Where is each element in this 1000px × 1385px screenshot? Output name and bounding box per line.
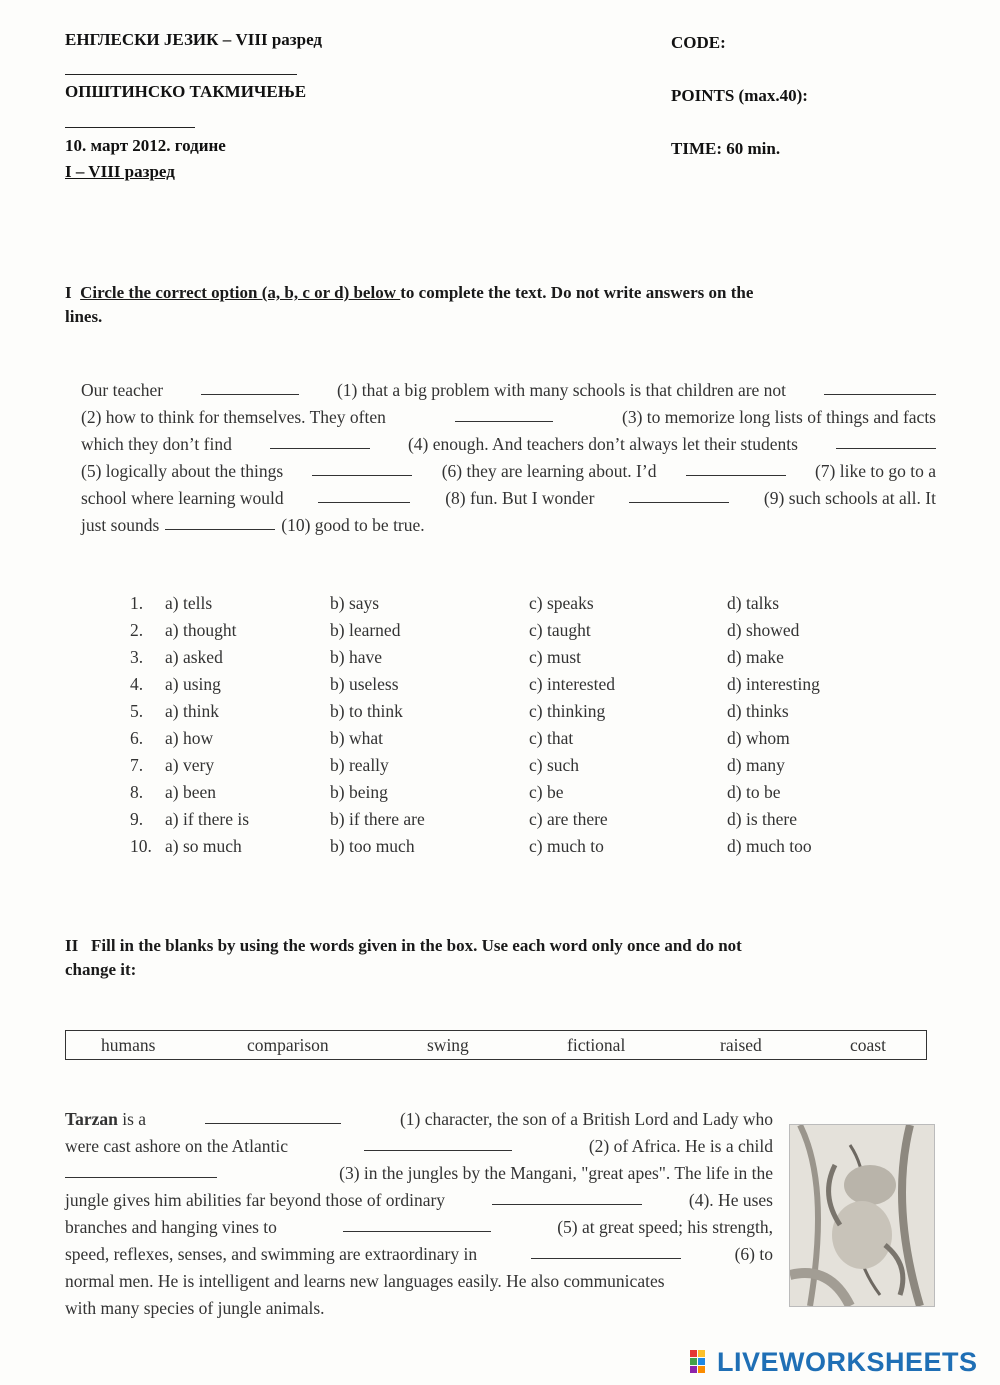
tarzan-illustration xyxy=(789,1124,935,1307)
option-c[interactable]: c) that xyxy=(529,728,574,748)
option-a[interactable]: a) so much xyxy=(165,836,242,856)
option-c[interactable]: c) taught xyxy=(529,620,591,640)
answer-blank-10 xyxy=(165,512,275,530)
cloze-text: school where learning would xyxy=(81,488,284,508)
liveworksheets-logo xyxy=(690,1347,978,1377)
header-rule xyxy=(65,127,195,128)
answer-blank-2[interactable] xyxy=(364,1133,512,1151)
option-number: 4. xyxy=(130,674,144,694)
answer-blank-3 xyxy=(455,404,553,422)
option-c[interactable]: c) much to xyxy=(529,836,604,856)
cloze-text: branches and hanging vines to xyxy=(65,1217,277,1237)
option-number: 5. xyxy=(130,701,144,721)
section2-cloze-text xyxy=(65,1106,773,1322)
option-a[interactable]: a) using xyxy=(165,674,221,694)
cloze-text: (7) like to go to a xyxy=(814,461,936,481)
answer-blank-6[interactable] xyxy=(531,1241,681,1259)
cloze-text: (3) in the jungles by the Mangani, "great apes". The life in the xyxy=(339,1163,773,1183)
option-d[interactable]: d) whom xyxy=(727,728,790,748)
answer-blank-2 xyxy=(824,377,936,395)
option-a[interactable]: a) think xyxy=(165,701,219,721)
liveworksheets-logo-icon xyxy=(690,1350,714,1374)
section2-instruction-line1: Fill in the blanks by using the words given in the box. Use each word only once and do not xyxy=(90,936,742,955)
cloze-text: (10) good to be true. xyxy=(281,515,425,535)
option-d[interactable]: d) thinks xyxy=(727,701,789,721)
option-number: 3. xyxy=(130,647,144,667)
answer-blank-4[interactable] xyxy=(492,1187,642,1205)
option-number: 1. xyxy=(130,593,144,613)
answer-blank-5[interactable] xyxy=(343,1214,491,1232)
code-label: CODE: xyxy=(671,33,726,52)
option-d[interactable]: d) many xyxy=(727,755,785,775)
tarzan-name: Tarzan xyxy=(65,1109,118,1129)
option-a[interactable]: a) if there is xyxy=(165,809,250,829)
section1-instruction-rest: to complete the text. Do not write answers on the xyxy=(400,283,754,302)
word-box-item: raised xyxy=(720,1035,762,1055)
grade-heading: I – VIII разред xyxy=(65,162,175,181)
section1-roman: I xyxy=(65,283,72,302)
option-b[interactable]: b) really xyxy=(330,755,389,775)
word-box-item: humans xyxy=(101,1035,156,1055)
option-a[interactable]: a) very xyxy=(165,755,215,775)
answer-blank-1[interactable] xyxy=(205,1106,341,1124)
cloze-text: (8) fun. But I wonder xyxy=(445,488,595,508)
cloze-text: (4) enough. And teachers don’t always let their students xyxy=(407,434,798,454)
option-b[interactable]: b) have xyxy=(330,647,382,667)
time-label: TIME: 60 min. xyxy=(671,139,781,158)
option-number: 10. xyxy=(130,836,152,856)
option-d[interactable]: d) showed xyxy=(727,620,800,640)
answer-blank-1 xyxy=(201,377,299,395)
option-number: 9. xyxy=(130,809,144,829)
cloze-text: with many species of jungle animals. xyxy=(65,1298,325,1318)
option-c[interactable]: c) must xyxy=(529,647,582,667)
liveworksheets-brand: LIVEWORKSHEETS xyxy=(717,1346,978,1377)
section2-instruction xyxy=(65,934,935,982)
option-number: 6. xyxy=(130,728,144,748)
cloze-text: (6) to xyxy=(734,1244,773,1264)
tarzan-sketch xyxy=(790,1125,934,1306)
points-label: POINTS (max.40): xyxy=(671,86,808,105)
option-c[interactable]: c) be xyxy=(529,782,564,802)
option-number: 7. xyxy=(130,755,144,775)
option-a[interactable]: a) thought xyxy=(165,620,237,640)
cloze-text: (2) how to think for themselves. They often xyxy=(81,407,386,427)
cloze-text: is a xyxy=(117,1109,147,1129)
option-d[interactable]: d) to be xyxy=(727,782,781,802)
option-c[interactable]: c) such xyxy=(529,755,580,775)
subject-heading: ЕНГЛЕСКИ ЈЕЗИК – VIII разред xyxy=(65,30,323,49)
option-b[interactable]: b) learned xyxy=(330,620,401,640)
cloze-text: (4). He uses xyxy=(688,1190,773,1210)
header-rule xyxy=(65,74,297,75)
competition-heading: ОПШТИНСКО ТАКМИЧЕЊЕ xyxy=(65,82,307,101)
answer-blank-5 xyxy=(836,431,936,449)
cloze-text: normal men. He is intelligent and learns new languages easily. He also communicates xyxy=(65,1271,665,1291)
cloze-text: (3) to memorize long lists of things and facts xyxy=(622,407,936,427)
option-c[interactable]: c) speaks xyxy=(529,593,594,613)
cloze-text: just sounds xyxy=(81,515,160,535)
option-c[interactable]: c) are there xyxy=(529,809,608,829)
answer-blank-4 xyxy=(270,431,370,449)
answer-blank-6 xyxy=(312,458,412,476)
option-b[interactable]: b) too much xyxy=(330,836,415,856)
cloze-text: (1) character, the son of a British Lord and Lady who xyxy=(399,1109,773,1129)
cloze-text: (2) of Africa. He is a child xyxy=(588,1136,773,1156)
option-d[interactable]: d) make xyxy=(727,647,784,667)
option-c[interactable]: c) interested xyxy=(529,674,615,694)
option-c[interactable]: c) thinking xyxy=(529,701,606,721)
cloze-text: (5) logically about the things xyxy=(81,461,284,481)
option-a[interactable]: a) how xyxy=(165,728,214,748)
section1-cloze-text xyxy=(81,377,936,539)
option-b[interactable]: b) useless xyxy=(330,674,399,694)
cloze-text: (6) they are learning about. I’d xyxy=(441,461,657,481)
option-d[interactable]: d) is there xyxy=(727,809,797,829)
option-d[interactable]: d) much too xyxy=(727,836,812,856)
word-box-item: comparison xyxy=(247,1035,329,1055)
option-b[interactable]: b) says xyxy=(330,593,380,613)
answer-blank-3[interactable] xyxy=(65,1160,217,1178)
cloze-text: (5) at great speed; his strength, xyxy=(557,1217,773,1237)
cloze-text: which they don’t find xyxy=(81,434,232,454)
date-heading: 10. март 2012. године xyxy=(65,136,226,155)
answer-blank-8 xyxy=(318,485,410,503)
option-b[interactable]: b) if there are xyxy=(330,809,425,829)
word-box xyxy=(65,1030,927,1060)
word-box-item: coast xyxy=(850,1035,886,1055)
cloze-text: (1) that a big problem with many schools is that children are not xyxy=(336,380,787,400)
cloze-text: jungle gives him abilities far beyond those of ordinary xyxy=(65,1190,446,1210)
section2-instruction-line2: change it: xyxy=(65,960,137,979)
cloze-text: speed, reflexes, senses, and swimming are extraordinary in xyxy=(65,1244,478,1264)
cloze-text: (9) such schools at all. It xyxy=(763,488,936,508)
option-b[interactable]: b) being xyxy=(330,782,388,802)
word-box-item: swing xyxy=(427,1035,469,1055)
option-b[interactable]: b) what xyxy=(330,728,383,748)
word-box-item: fictional xyxy=(567,1035,626,1055)
option-b[interactable]: b) to think xyxy=(330,701,403,721)
option-d[interactable]: d) talks xyxy=(727,593,780,613)
option-number: 2. xyxy=(130,620,144,640)
section1-instruction-underlined: Circle the correct option (a, b, c or d) below xyxy=(80,283,401,302)
option-a[interactable]: a) tells xyxy=(165,593,213,613)
answer-blank-7 xyxy=(686,458,786,476)
cloze-text: Our teacher xyxy=(81,380,164,400)
option-a[interactable]: a) asked xyxy=(165,647,223,667)
section1-instruction xyxy=(65,281,935,329)
option-number: 8. xyxy=(130,782,144,802)
answer-blank-9 xyxy=(629,485,729,503)
cloze-text: were cast ashore on the Atlantic xyxy=(65,1136,289,1156)
option-a[interactable]: a) been xyxy=(165,782,217,802)
section1-instruction-line2: lines. xyxy=(65,307,103,326)
section2-roman: II xyxy=(65,936,79,955)
option-d[interactable]: d) interesting xyxy=(727,674,820,694)
